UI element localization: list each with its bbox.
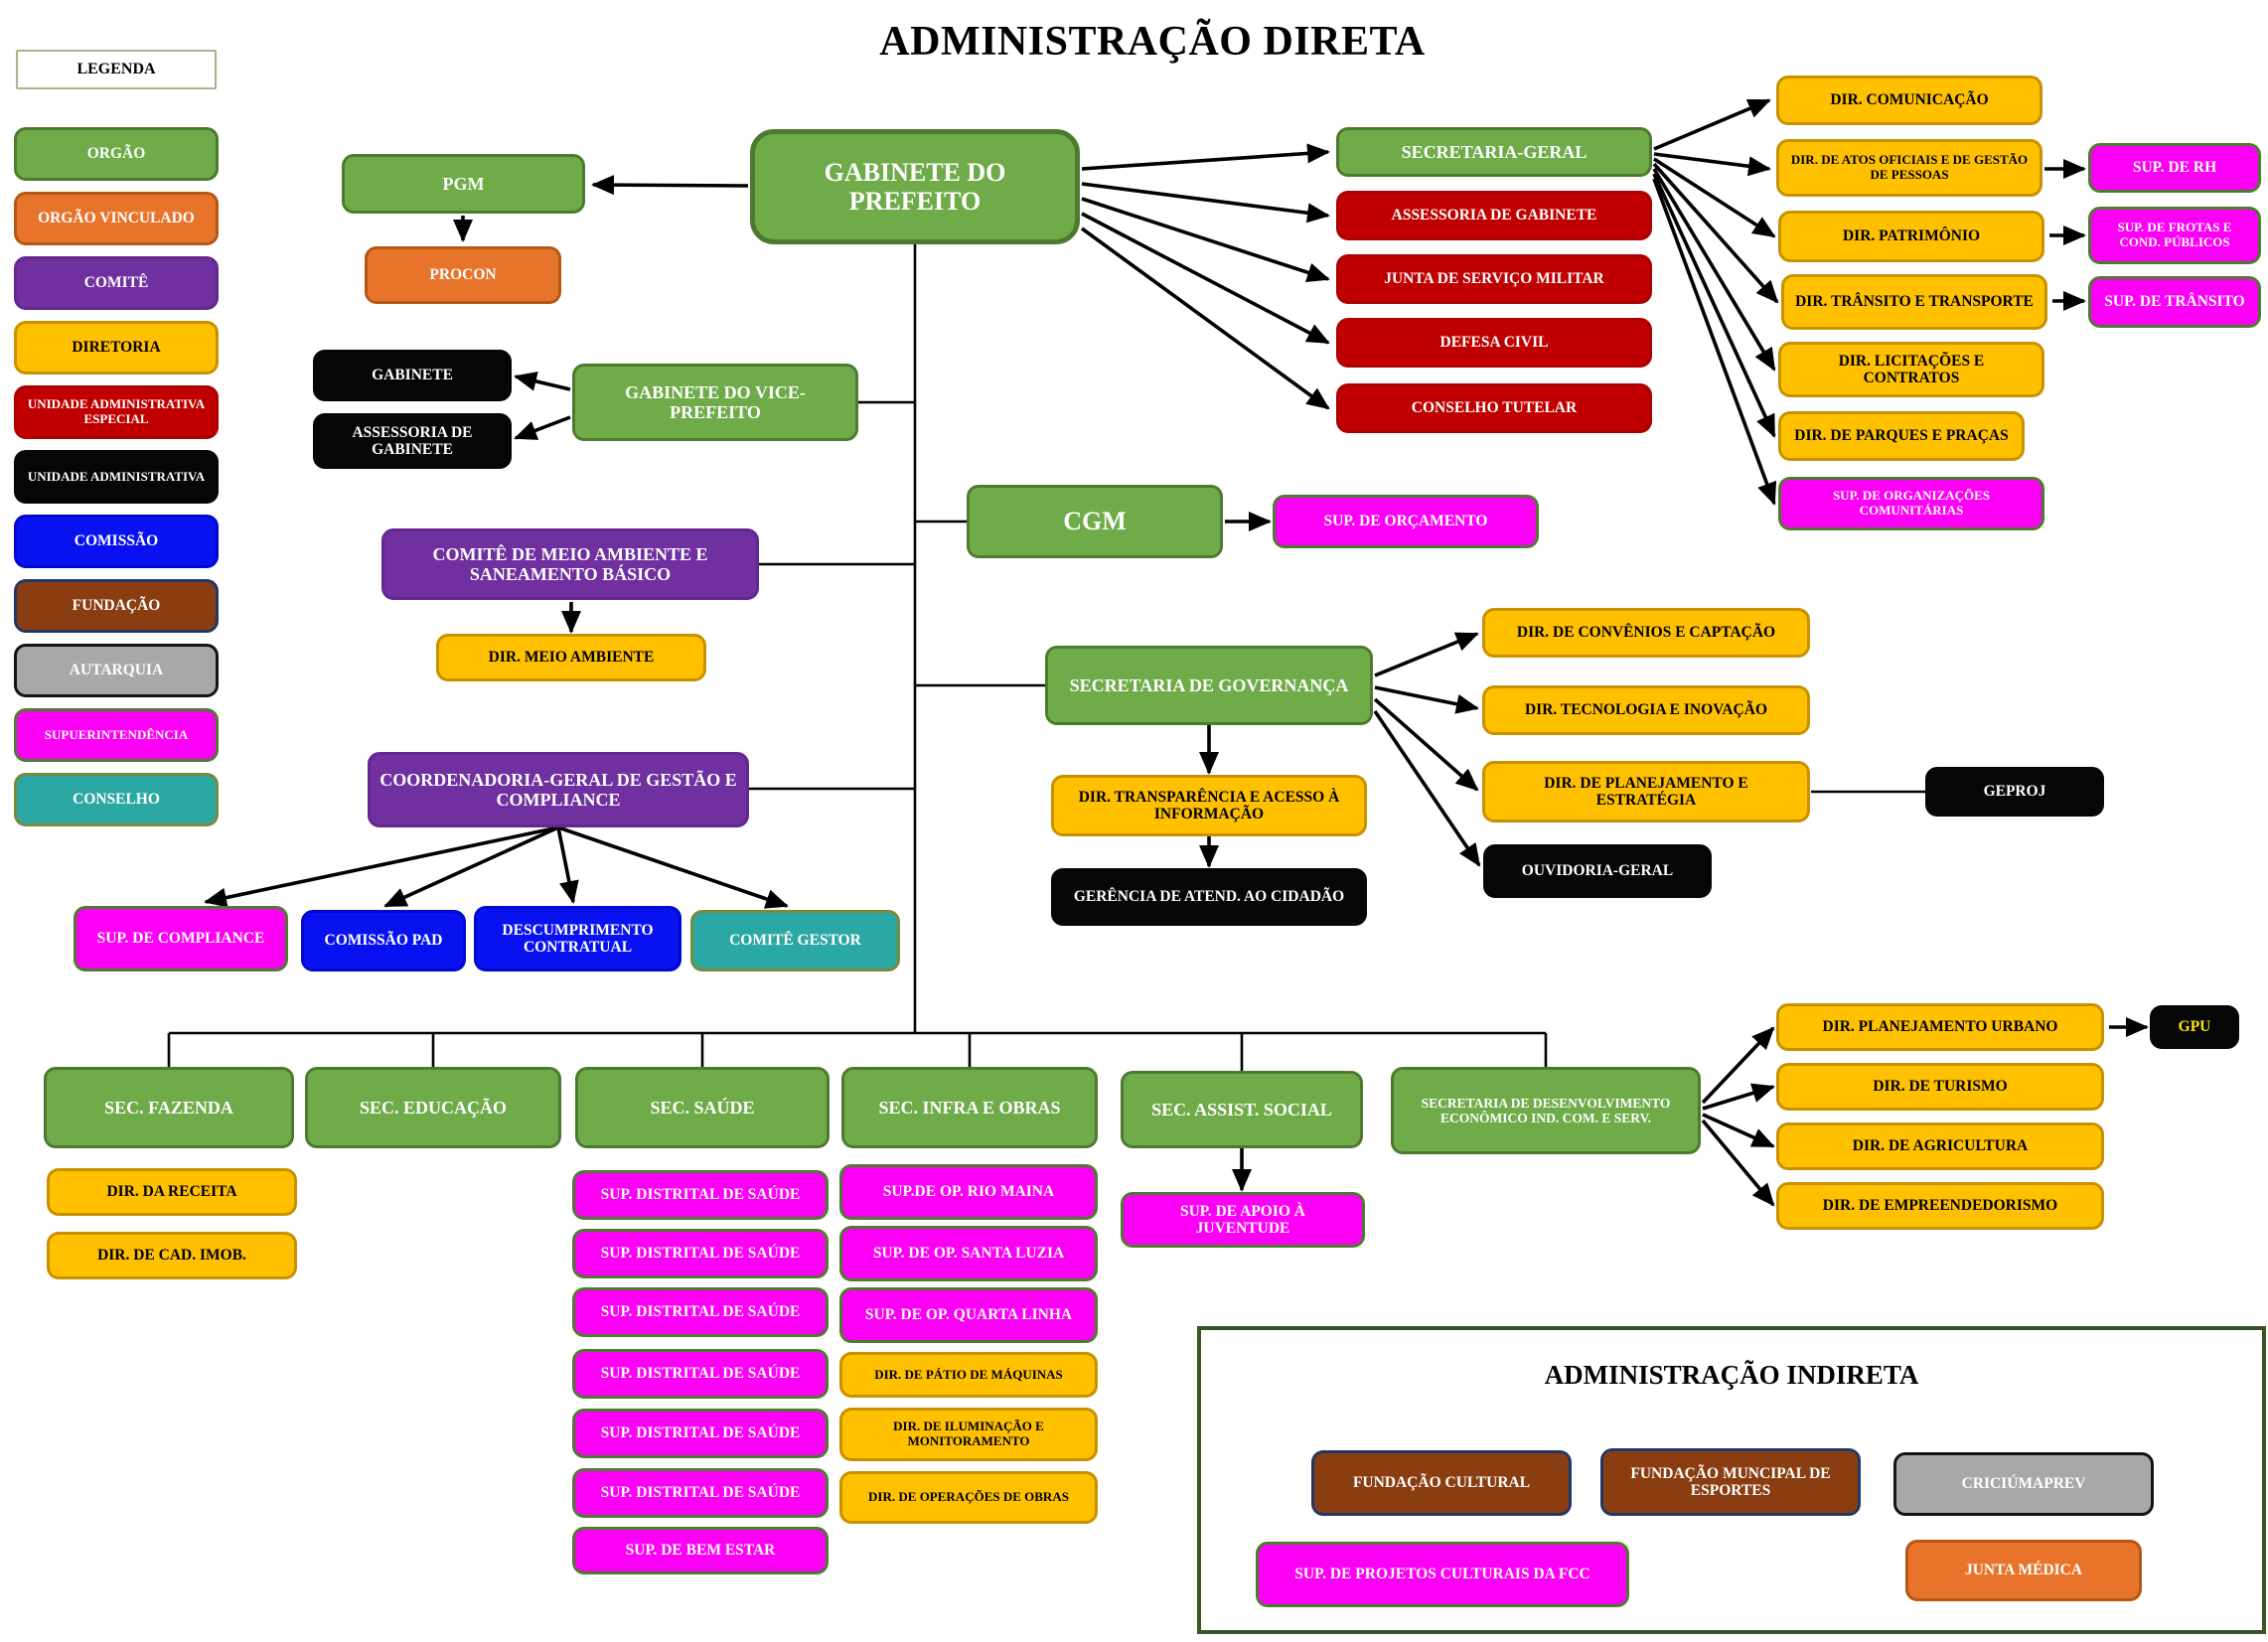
node-defesa-civil: DEFESA CIVIL [1336,318,1652,368]
node-dir-iluminacao-monitoramento: DIR. DE ILUMINAÇÃO E MONITORAMENTO [839,1408,1098,1461]
node-gabinete-do-vice-prefeito: GABINETE DO VICE-PREFEITO [572,364,858,441]
node-sup-distrital-saude-6: SUP. DISTRITAL DE SAÚDE [572,1468,829,1518]
legend-item-autarquia: AUTARQUIA [14,644,219,697]
node-sec-infra-obras: SEC. INFRA E OBRAS [841,1067,1098,1148]
node-sup-distrital-saude-5: SUP. DISTRITAL DE SAÚDE [572,1409,829,1458]
node-sup-distrital-saude-1: SUP. DISTRITAL DE SAÚDE [572,1170,829,1220]
node-fundacao-municipal-esportes: FUNDAÇÃO MUNCIPAL DE ESPORTES [1600,1448,1861,1516]
node-sup-frotas-cond-publicos: SUP. DE FROTAS E COND. PÚBLICOS [2088,207,2261,264]
node-dir-planejamento-urbano: DIR. PLANEJAMENTO URBANO [1776,1003,2104,1051]
node-geproj: GEPROJ [1925,767,2104,817]
node-dir-meio-ambiente: DIR. MEIO AMBIENTE [436,634,706,681]
legend-item-comissao: COMISSÃO [14,515,219,568]
node-dir-tecnologia-inovacao: DIR. TECNOLOGIA E INOVAÇÃO [1482,685,1810,735]
node-dir-patio-maquinas: DIR. DE PÁTIO DE MÁQUINAS [839,1352,1098,1398]
legend-item-unidade-adm-especial: UNIDADE ADMINISTRATIVA ESPECIAL [14,385,219,439]
administracao-indireta-title: ADMINISTRAÇÃO INDIRETA [1544,1360,1919,1390]
node-dir-agricultura: DIR. DE AGRICULTURA [1776,1122,2104,1170]
node-sec-desenvolvimento: SECRETARIA DE DESENVOLVIMENTO ECONÔMICO IND. COM. E SERV. [1391,1067,1701,1154]
node-fundacao-cultural: FUNDAÇÃO CULTURAL [1311,1450,1572,1516]
legend-item-superintendencia: SUPUERINTENDÊNCIA [14,708,219,762]
node-sup-projetos-culturais-fcc: SUP. DE PROJETOS CULTURAIS DA FCC [1256,1542,1629,1607]
node-dir-convenios-captacao: DIR. DE CONVÊNIOS E CAPTAÇÃO [1482,608,1810,658]
node-dir-da-receita: DIR. DA RECEITA [47,1168,297,1216]
node-sup-orcamento: SUP. DE ORÇAMENTO [1273,495,1539,548]
node-junta-medica: JUNTA MÉDICA [1905,1540,2142,1601]
node-sup-op-santa-luzia: SUP. DE OP. SANTA LUZIA [839,1226,1098,1281]
node-gabinete-do-prefeito: GABINETE DO PREFEITO [750,129,1080,244]
node-comite-gestor: COMITÊ GESTOR [690,910,900,971]
node-sec-fazenda: SEC. FAZENDA [44,1067,294,1148]
node-dir-planejamento-estrategia: DIR. DE PLANEJAMENTO E ESTRATÉGIA [1482,761,1810,822]
node-assessoria-vice: ASSESSORIA DE GABINETE [313,413,512,469]
node-dir-comunicacao: DIR. COMUNICAÇÃO [1776,75,2042,125]
legend-item-orgao-vinculado: ORGÃO VINCULADO [14,192,219,245]
node-sup-bem-estar: SUP. DE BEM ESTAR [572,1527,829,1574]
node-sup-de-transito: SUP. DE TRÂNSITO [2088,276,2261,328]
page-title: ADMINISTRAÇÃO DIRETA [879,19,1426,65]
node-dir-turismo: DIR. DE TURISMO [1776,1063,2104,1111]
node-sup-op-quarta-linha: SUP. DE OP. QUARTA LINHA [839,1287,1098,1343]
node-sec-assist-social: SEC. ASSIST. SOCIAL [1121,1071,1363,1148]
node-descumprimento-contratual: DESCUMPRIMENTO CONTRATUAL [474,906,681,971]
node-sup-op-rio-maina: SUP.DE OP. RIO MAINA [839,1164,1098,1220]
node-procon: PROCON [365,246,561,304]
node-dir-transparencia: DIR. TRANSPARÊNCIA E ACESSO À INFORMAÇÃO [1051,775,1367,836]
node-dir-transito-transporte: DIR. TRÂNSITO E TRANSPORTE [1781,274,2047,330]
node-comite-meio-ambiente: COMITÊ DE MEIO AMBIENTE E SANEAMENTO BÁSICO [381,528,759,600]
node-coordenadoria-gestao-compliance: COORDENADORIA-GERAL DE GESTÃO E COMPLIANCE [368,752,749,827]
node-gpu: GPU [2150,1005,2239,1049]
node-secretaria-governanca: SECRETARIA DE GOVERNANÇA [1045,646,1373,725]
node-dir-operacoes-obras: DIR. DE OPERAÇÕES DE OBRAS [839,1471,1098,1524]
node-sec-educacao: SEC. EDUCAÇÃO [305,1067,561,1148]
node-pgm: PGM [342,154,585,214]
node-dir-atos-oficiais: DIR. DE ATOS OFICIAIS E DE GESTÃO DE PESSOAS [1776,139,2042,197]
node-cgm: CGM [967,485,1223,558]
node-sup-distrital-saude-2: SUP. DISTRITAL DE SAÚDE [572,1229,829,1278]
node-dir-cad-imob: DIR. DE CAD. IMOB. [47,1232,297,1279]
node-dir-empreendedorismo: DIR. DE EMPREENDEDORISMO [1776,1182,2104,1230]
node-sup-distrital-saude-3: SUP. DISTRITAL DE SAÚDE [572,1287,829,1337]
legend-item-fundacao: FUNDAÇÃO [14,579,219,633]
node-assessoria-de-gabinete: ASSESSORIA DE GABINETE [1336,191,1652,240]
node-sup-de-rh: SUP. DE RH [2088,143,2261,193]
node-sup-apoio-juventude: SUP. DE APOIO À JUVENTUDE [1121,1192,1365,1248]
node-secretaria-geral: SECRETARIA-GERAL [1336,127,1652,177]
node-dir-patrimonio: DIR. PATRIMÔNIO [1778,211,2044,262]
node-sup-organizacoes-comunitarias: SUP. DE ORGANIZAÇÕES COMUNITÁRIAS [1778,477,2044,530]
legend-item-comite: COMITÊ [14,256,219,310]
node-gabinete-unidade: GABINETE [313,350,512,401]
node-gerencia-atendimento-cidadao: GERÊNCIA DE ATEND. AO CIDADÃO [1051,868,1367,926]
node-sec-saude: SEC. SAÚDE [575,1067,830,1148]
node-dir-parques-pracas: DIR. DE PARQUES E PRAÇAS [1778,411,2025,461]
node-comissao-pad: COMISSÃO PAD [301,910,466,971]
node-criciumaprev: CRICIÚMAPREV [1893,1452,2154,1516]
node-ouvidoria-geral: OUVIDORIA-GERAL [1483,844,1712,898]
node-dir-licitacoes-contratos: DIR. LICITAÇÕES E CONTRATOS [1778,342,2044,397]
legend-item-diretoria: DIRETORIA [14,321,219,374]
legend-title: LEGENDA [16,50,217,89]
legend-item-orgao: ORGÃO [14,127,219,181]
node-sup-compliance: SUP. DE COMPLIANCE [74,906,288,971]
legend-item-conselho: CONSELHO [14,773,219,826]
node-sup-distrital-saude-4: SUP. DISTRITAL DE SAÚDE [572,1349,829,1399]
node-conselho-tutelar: CONSELHO TUTELAR [1336,383,1652,433]
node-junta-de-servico-militar: JUNTA DE SERVIÇO MILITAR [1336,254,1652,304]
legend-item-unidade-adm: UNIDADE ADMINISTRATIVA [14,450,219,504]
